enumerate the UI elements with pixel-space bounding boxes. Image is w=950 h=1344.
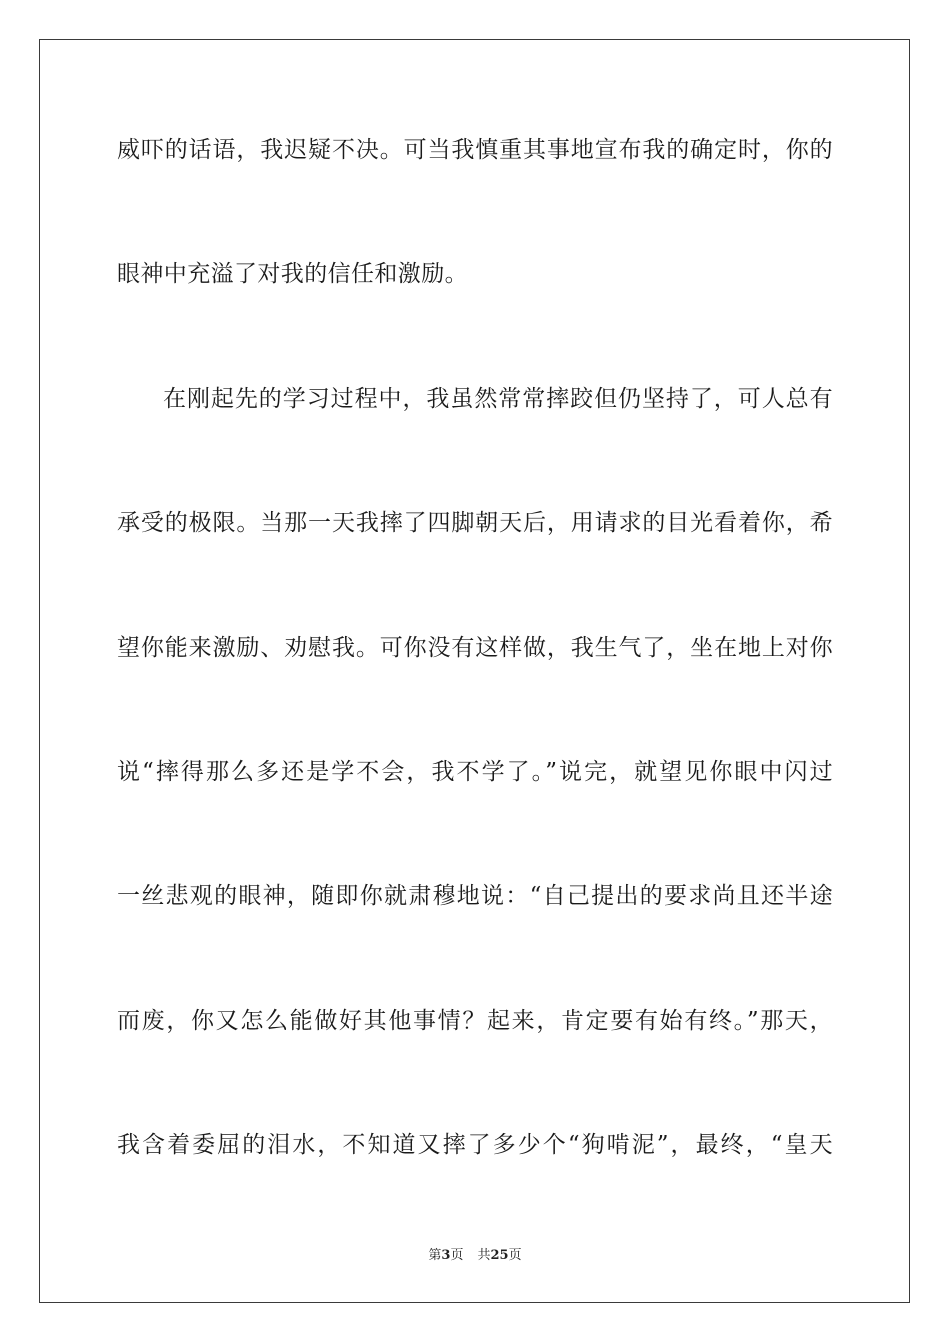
text-line: 望你能来激励、劝慰我。可你没有这样做，我生气了，坐在地上对你 — [117, 634, 833, 661]
text-line: 一丝悲观的眼神，随即你就肃穆地说：“自己提出的要求尚且还半途 — [117, 883, 833, 910]
page-label-suffix: 页 — [450, 1248, 464, 1263]
page-label-prefix: 第 — [428, 1248, 442, 1263]
total-label-prefix: 共 — [477, 1248, 491, 1263]
page-footer — [0, 1244, 950, 1263]
page-number: 3 — [441, 1248, 451, 1263]
total-pages: 25 — [490, 1248, 509, 1263]
text-line: 承受的极限。当那一天我摔了四脚朝天后，用请求的目光看着你，希 — [117, 510, 833, 537]
total-label-suffix: 页 — [508, 1248, 522, 1263]
text-line: 眼神中充溢了对我的信任和激励。 — [117, 261, 468, 288]
text-line: 而废，你又怎么能做好其他事情？起来，肯定要有始有终。”那天， — [117, 1007, 833, 1034]
document-body — [117, 126, 833, 1246]
text-line: 在刚起先的学习过程中，我虽然常常摔跤但仍坚持了，可人总有 — [163, 385, 833, 412]
text-line: 说“摔得那么多还是学不会，我不学了。”说完，就望见你眼中闪过 — [117, 758, 833, 785]
text-line: 威吓的话语，我迟疑不决。可当我慎重其事地宣布我的确定时，你的 — [117, 137, 833, 163]
text-line: 我含着委屈的泪水，不知道又摔了多少个“狗啃泥”，最终，“皇天 — [117, 1132, 833, 1159]
